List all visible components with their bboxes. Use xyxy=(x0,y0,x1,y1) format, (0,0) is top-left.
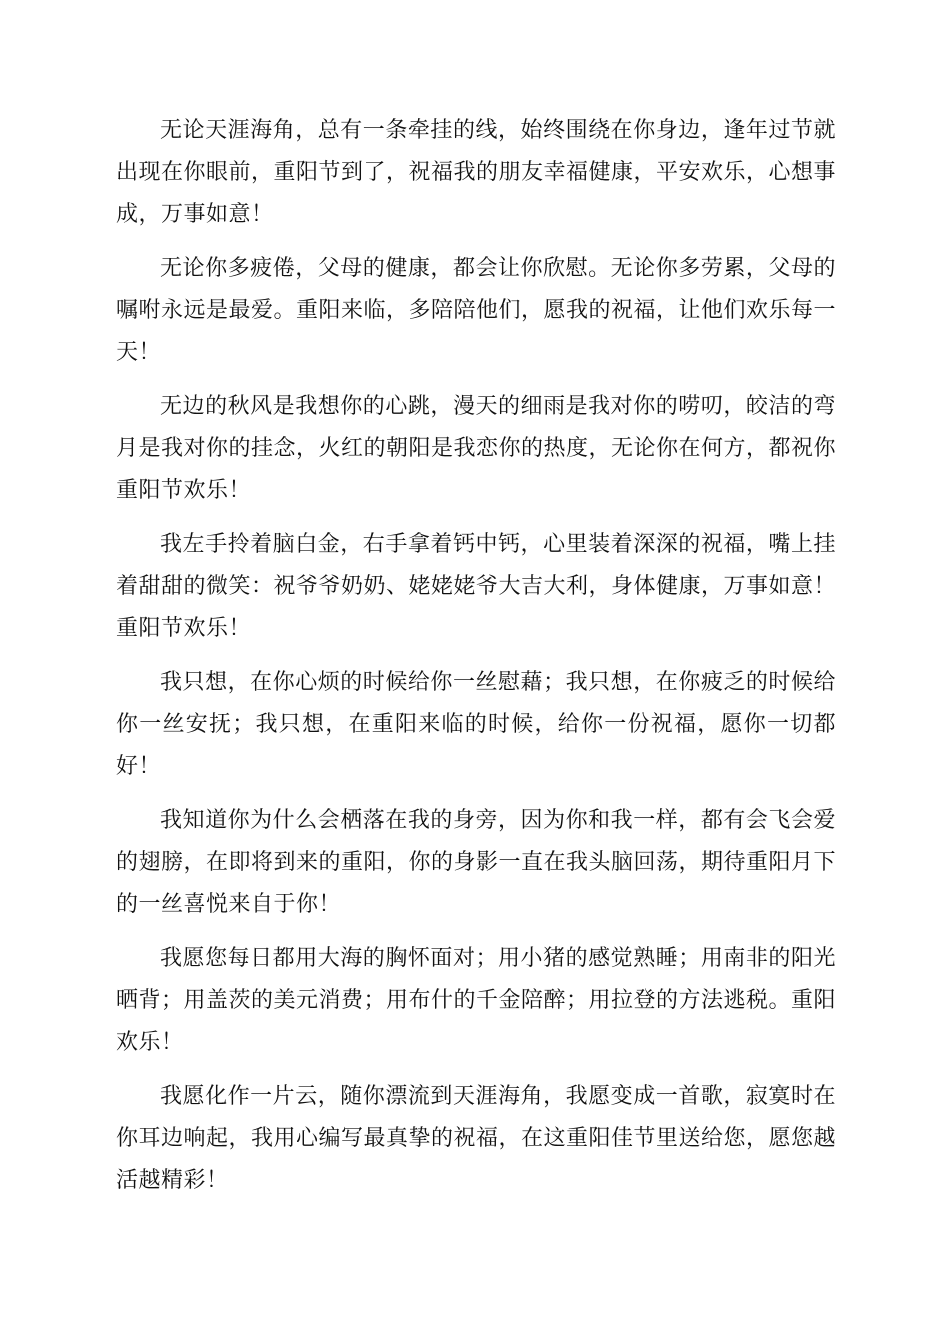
paragraph-3: 无边的秋风是我想你的心跳，漫天的细雨是我对你的唠叨，皎洁的弯月是我对你的挂念，火红的朝阳是我恋你的热度，无论你在何方，都祝你重阳节欢乐！ xyxy=(116,394,837,503)
paragraph-1: 无论天涯海角，总有一条牵挂的线，始终围绕在你身边，逢年过节就出现在你眼前，重阳节到了，祝福我的朋友幸福健康，平安欢乐，心想事成，万事如意！ xyxy=(116,118,837,227)
paragraph-4: 我左手拎着脑白金，右手拿着钙中钙，心里装着深深的祝福，嘴上挂着甜甜的微笑：祝爷爷奶奶、姥姥姥爷大吉大利，身体健康，万事如意！重阳节欢乐！ xyxy=(116,532,837,641)
document-body xyxy=(116,110,836,1214)
paragraph-8: 我愿化作一片云，随你漂流到天涯海角，我愿变成一首歌，寂寞时在你耳边响起，我用心编写最真挚的祝福，在这重阳佳节里送给您，愿您越活越精彩！ xyxy=(116,1084,837,1193)
paragraph-7: 我愿您每日都用大海的胸怀面对；用小猪的感觉熟睡；用南非的阳光晒背；用盖茨的美元消费；用布什的千金陪醉；用拉登的方法逃税。重阳欢乐！ xyxy=(116,946,837,1055)
paragraph-5: 我只想，在你心烦的时候给你一丝慰藉；我只想，在你疲乏的时候给你一丝安抚；我只想，在重阳来临的时候，给你一份祝福，愿你一切都好！ xyxy=(116,670,836,779)
paragraph-2: 无论你多疲倦，父母的健康，都会让你欣慰。无论你多劳累，父母的嘱咐永远是最爱。重阳来临，多陪陪他们，愿我的祝福，让他们欢乐每一天！ xyxy=(116,256,837,365)
paragraph-6: 我知道你为什么会栖落在我的身旁，因为你和我一样，都有会飞会爱的翅膀，在即将到来的重阳，你的身影一直在我头脑回荡，期待重阳月下的一丝喜悦来自于你！ xyxy=(116,808,837,917)
